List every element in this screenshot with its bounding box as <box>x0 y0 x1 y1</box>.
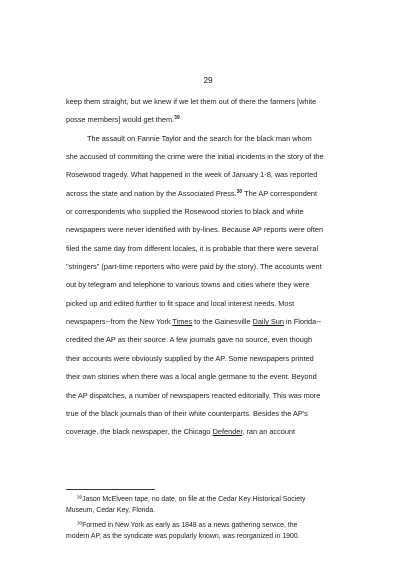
footnote-divider <box>66 489 155 490</box>
body-text-run: to the Gainesville <box>192 317 253 327</box>
body-line <box>66 185 384 203</box>
footnote-text: Jason McElveen tape, no date, on file at the Cedar Key Historical Society <box>82 496 306 503</box>
body-text-run: The AP correspondent <box>242 188 318 198</box>
footnote-line <box>66 521 384 532</box>
body-text-run: in Florida-- <box>283 317 322 327</box>
footnote-marker: 39 <box>77 495 83 500</box>
page-number: 29 <box>203 76 213 85</box>
body-line: "stringers" (part-time reporters who were paid by the story). The accounts went <box>66 262 322 272</box>
newspaper-title: Times <box>172 317 193 327</box>
body-text-run: , ran an account <box>242 427 296 437</box>
body-line: she accused of committing the crime were the initial incidents in the story of the <box>66 152 324 162</box>
body-line: credited the AP as their source. A few journals gave no source, even though <box>66 335 313 345</box>
body-line: the AP dispatches, a number of newspapers reacted editorially. This was more <box>66 390 321 400</box>
footnote-marker: 30 <box>77 521 83 526</box>
footnote-line: Museum, Cedar Key, Florida. <box>66 506 156 514</box>
newspaper-title: Defender <box>212 427 243 437</box>
newspaper-title: Daily Sun <box>252 317 284 327</box>
paragraph-start: The assault on Fannie Taylor and the search for the black man whom <box>87 133 312 143</box>
footnote-text: Formed in New York as early as 1848 as a news gathering service, the <box>82 522 298 530</box>
body-line <box>66 423 384 441</box>
body-line: or correspondents who supplied the Rosewood stories to black and white <box>66 207 304 217</box>
body-text <box>66 93 384 442</box>
body-text-run: posse members] would get them. <box>66 115 175 125</box>
body-line <box>66 313 384 331</box>
footnote-line: modern AP, as the syndicate was popularly known, was reorganized in 1900. <box>66 532 300 540</box>
body-text-run: coverage, the black newspaper, the Chicago <box>66 427 213 437</box>
footnotes <box>66 495 384 542</box>
body-line <box>66 111 384 129</box>
footnote-line <box>66 495 384 506</box>
body-text-run: newspapers--from the New York <box>66 317 173 327</box>
body-line: keep them straight, but we knew if we let them out of there the farmers [white <box>66 97 317 106</box>
body-line: their own stories when there was a local angle germane to the event. Beyond <box>66 372 317 382</box>
footnote-ref: 30 <box>236 188 243 195</box>
body-line: Rosewood tragedy. What happened in the week of January 1-8, was reported <box>66 170 318 180</box>
body-line: picked up and edited further to fit space and local interest needs. Most <box>66 298 295 308</box>
body-line: their accounts were obviously supplied by the AP. Some newspapers printed <box>66 353 314 363</box>
body-line: newspapers were never identified with by-lines. Because AP reports were often <box>66 225 324 235</box>
body-text-run: across the state and nation by the Associated Press. <box>66 188 237 198</box>
footnote-ref: 39 <box>174 115 180 122</box>
body-line: true of the black journals than of their white counterparts. Besides the AP's <box>66 408 308 418</box>
body-line: filed the same day from different locales, it is probable that there were several <box>66 243 319 253</box>
body-line: out by telegram and telephone to various towns and cities where they were <box>66 280 310 290</box>
